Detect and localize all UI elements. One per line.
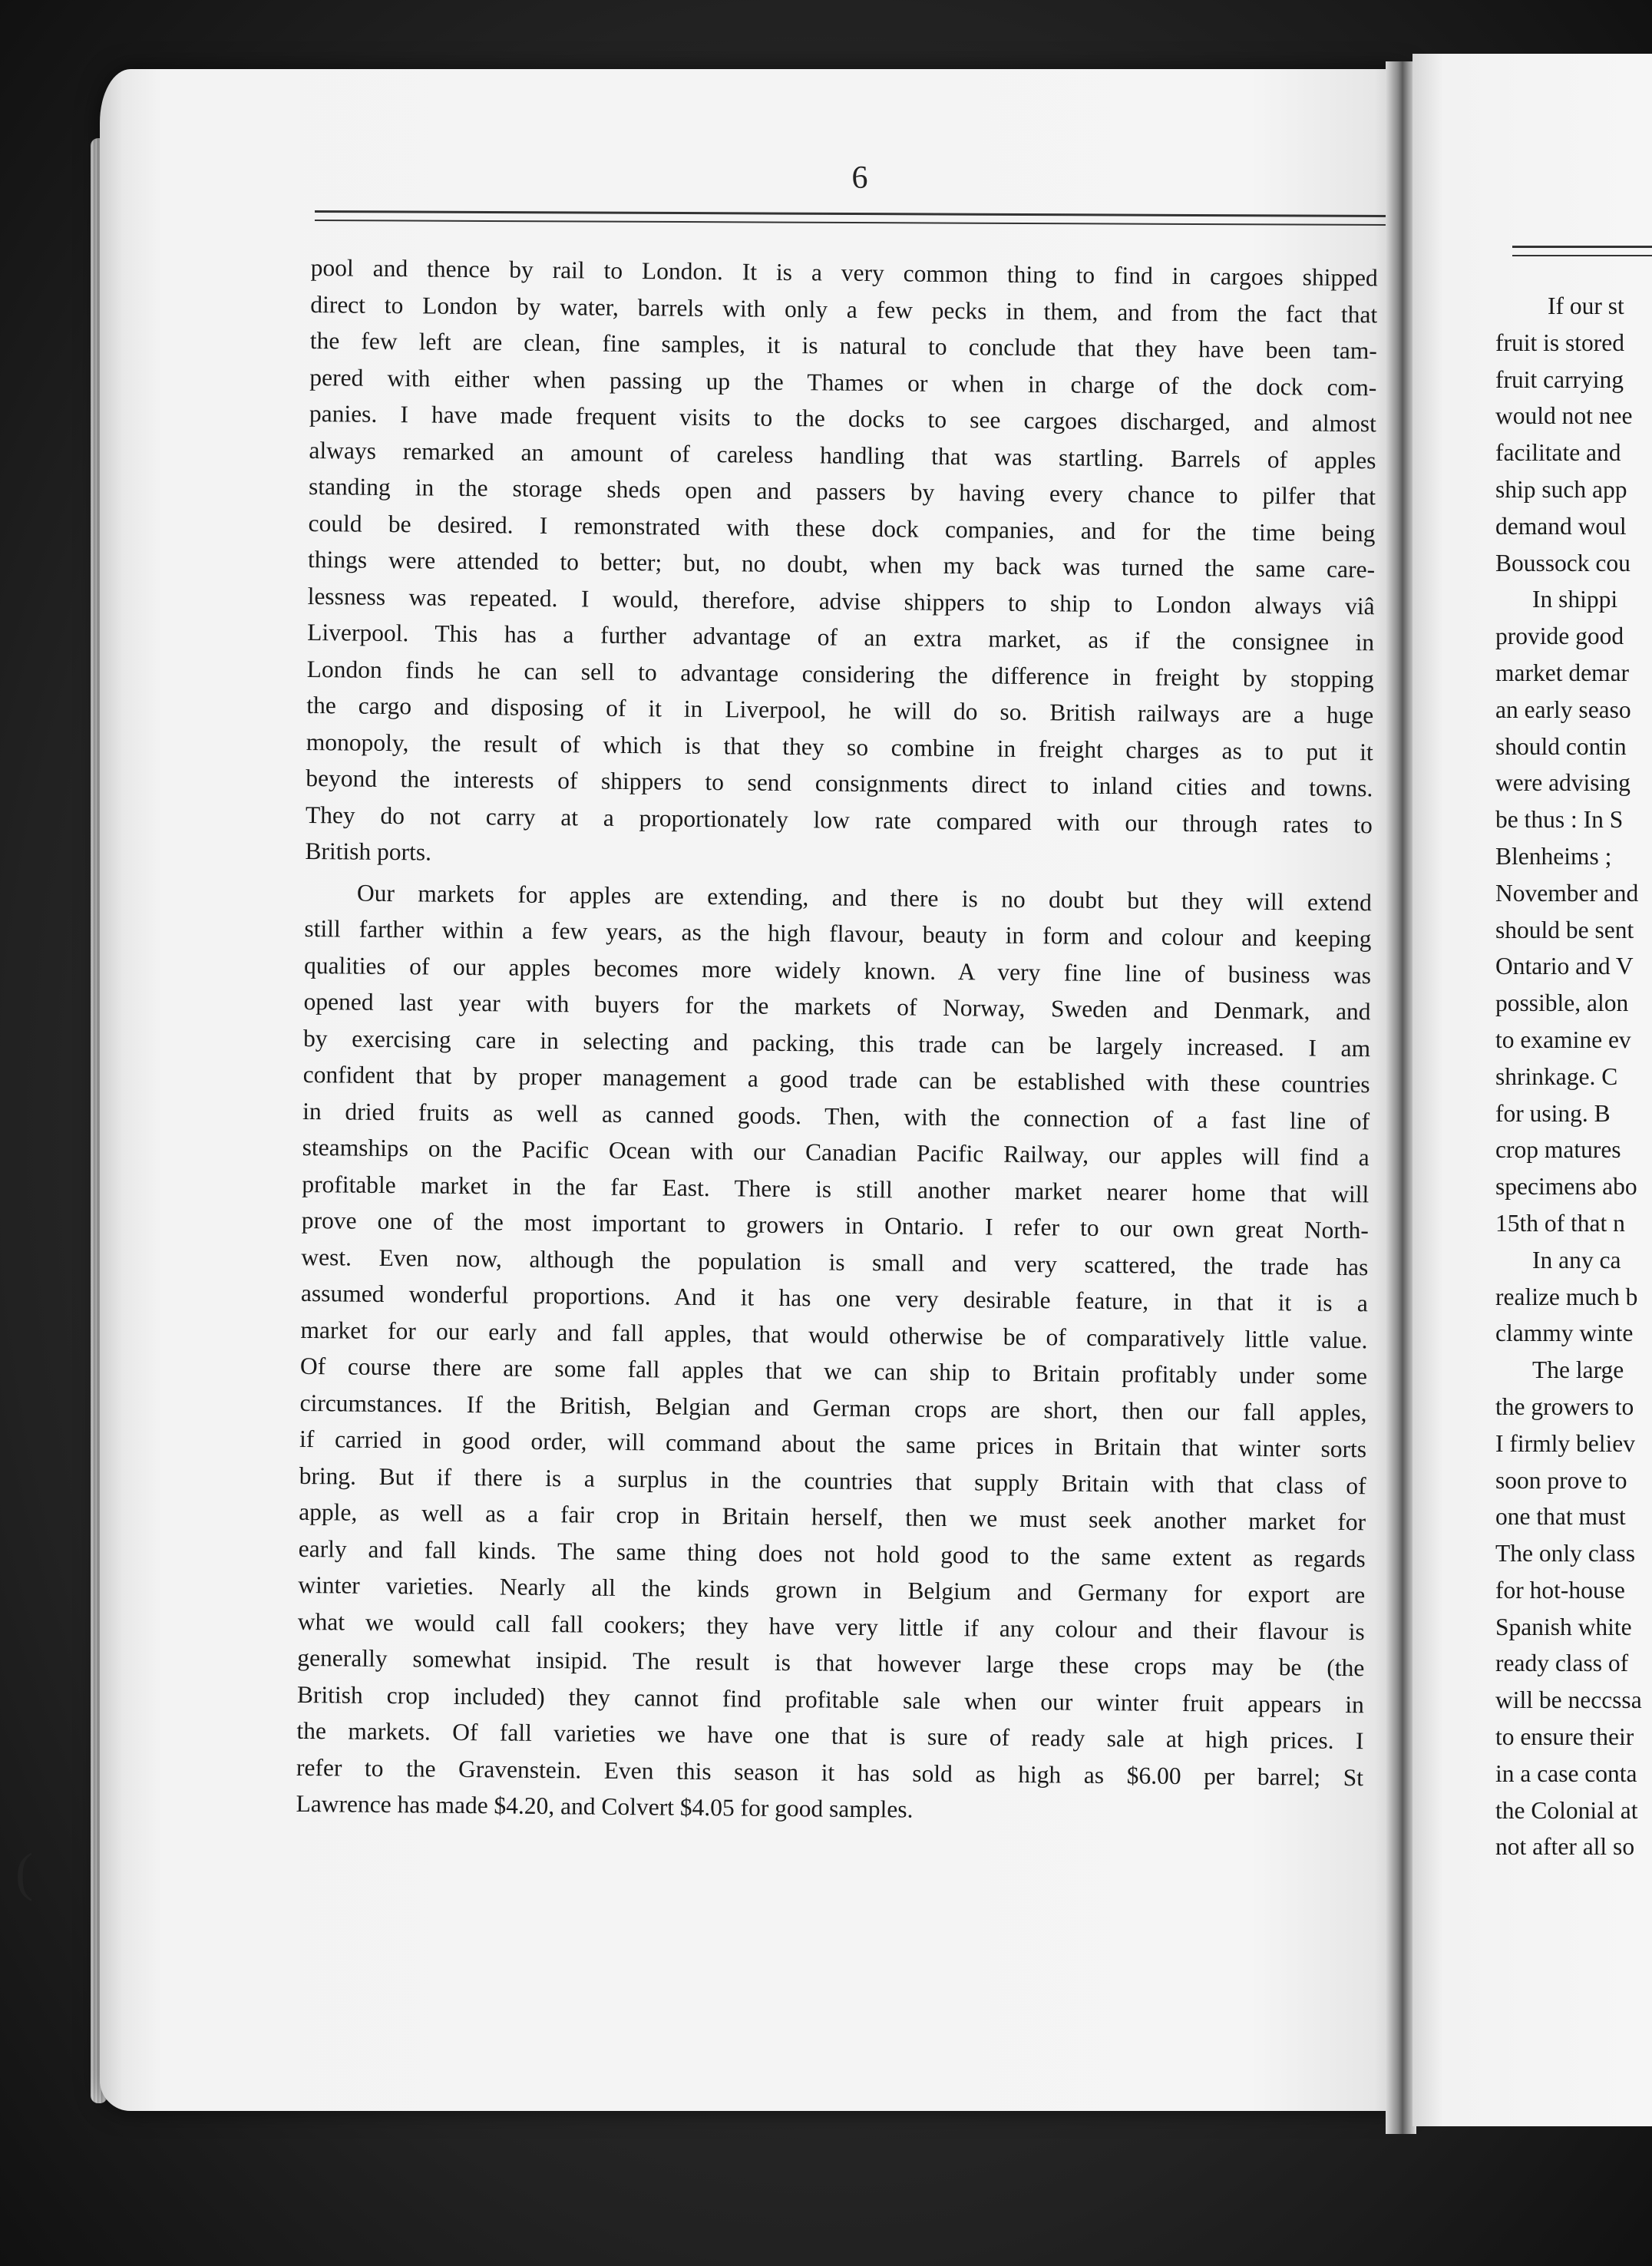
text-line: assumed wonderful proportions. And it has one very desirable feature, in that it is a <box>300 1279 1369 1317</box>
text-line: In any ca <box>1532 1246 1621 1273</box>
text-line: The large <box>1532 1356 1624 1384</box>
text-line: November and <box>1495 879 1639 907</box>
text-line: pool and thence by rail to London. It is a very common thing to find in cargoes shipped <box>310 253 1378 292</box>
text-line: pered with either when passing up the Thames or when in charge of the dock com- <box>309 363 1377 401</box>
text-line: what we would call fall cookers; they have very little if any colour and their flavour is <box>297 1607 1365 1645</box>
text-line: be thus : In S <box>1495 806 1624 834</box>
text-line: in dried fruits as well as canned goods. Then, with the connection of a fast line of <box>302 1097 1370 1135</box>
text-line: Blenheims ; <box>1495 842 1612 870</box>
text-line: I firmly believ <box>1495 1429 1635 1457</box>
text-line: British ports. <box>305 837 432 866</box>
text-line: Our markets for apples are extending, and there is no doubt but they will extend <box>356 879 1373 916</box>
text-line: circumstances. If the British, Belgian and German crops are short, then our fall apples, <box>299 1389 1367 1426</box>
text-line: an early seaso <box>1495 695 1631 723</box>
page-number: 6 <box>851 160 868 196</box>
text-line: London finds he can sell to advantage considering the difference in freight by stopping <box>306 655 1374 692</box>
text-line: confident that by proper management a good trade can be established with these countries <box>302 1060 1370 1098</box>
text-line: Ontario and V <box>1495 953 1634 980</box>
text-line: ready class of <box>1495 1650 1629 1677</box>
text-line: the few left are clean, fine samples, it is natural to conclude that they have been tam- <box>309 326 1377 365</box>
text-line: could be desired. I remonstrated with these dock companies, and for the time being <box>308 509 1376 547</box>
text-line: The only class <box>1495 1540 1635 1567</box>
text-line: early and fall kinds. The same thing does not hold good to the same extent as regards <box>298 1534 1366 1572</box>
text-line: Of course there are some fall apples that we can ship to Britain profitably under some <box>299 1352 1368 1390</box>
text-line: if carried in good order, will command about the same prices in Britain that winter sorts <box>299 1425 1367 1463</box>
right-page-header-rule <box>1512 246 1652 256</box>
text-line: to examine ev <box>1495 1026 1631 1053</box>
text-line: fruit is stored <box>1495 329 1624 356</box>
text-line: market for our early and fall apples, that would otherwise be of comparatively little value. <box>300 1316 1368 1353</box>
text-line: specimens abo <box>1495 1173 1637 1201</box>
text-line: apple, as well as a fair crop in Britain herself, then we must seek another market for <box>299 1498 1366 1536</box>
text-line: the growers to <box>1495 1392 1634 1420</box>
text-line: provide good <box>1495 623 1624 650</box>
text-line: always remarked an amount of careless handling that was startling. Barrels of apples <box>309 436 1376 474</box>
text-line: profitable market in the far East. There is still another market nearer home that will <box>302 1170 1370 1207</box>
left-page-body <box>296 249 1378 1832</box>
text-line: bring. But if there is a surplus in the countries that supply Britain with that class of <box>299 1462 1366 1499</box>
text-line: Lawrence has made $4.20, and Colvert $4.05 for good samples. <box>296 1789 914 1823</box>
text-line: ship such app <box>1495 475 1627 503</box>
text-line: would not nee <box>1495 402 1633 430</box>
text-line: 15th of that n <box>1495 1209 1625 1237</box>
text-line: fruit carrying <box>1495 365 1624 393</box>
text-line: in a case conta <box>1495 1759 1637 1787</box>
text-line: lessness was repeated. I would, therefore, advise shippers to ship to London always viâ <box>307 582 1375 619</box>
text-line: prove one of the most important to growers in Ontario. I refer to our own great North- <box>301 1206 1369 1244</box>
text-line: Spanish white <box>1495 1613 1632 1640</box>
text-line: should contin <box>1495 732 1627 760</box>
text-line: In shippi <box>1532 586 1618 613</box>
text-line: not after all so <box>1495 1833 1635 1861</box>
text-line: Boussock cou <box>1495 549 1631 576</box>
text-line: winter varieties. Nearly all the kinds grown in Belgium and Germany for export are <box>298 1571 1366 1609</box>
text-line: market demar <box>1495 659 1630 686</box>
text-line: the Colonial at <box>1495 1796 1638 1824</box>
text-line: for using. B <box>1495 1099 1611 1127</box>
text-line: soon prove to <box>1495 1466 1627 1494</box>
text-line: generally somewhat insipid. The result is that however large these crops may be (the <box>297 1643 1365 1682</box>
text-line: things were attended to better; but, no doubt, when my back was turned the same care- <box>307 545 1376 583</box>
text-line: the cargo and disposing of it in Liverpool, he will do so. British railways are a huge <box>306 691 1374 729</box>
text-line: shrinkage. C <box>1495 1062 1618 1090</box>
text-line: If our st <box>1548 292 1624 319</box>
text-line: the markets. Of fall varieties we have one that is sure of ready sale at high prices. I <box>296 1716 1364 1755</box>
text-line: were advising <box>1495 769 1631 797</box>
text-line: clammy winte <box>1495 1320 1634 1347</box>
text-line: They do not carry at a proportionately low rate compared with our through rates to <box>305 801 1373 838</box>
text-line: to ensure their <box>1495 1723 1634 1751</box>
text-line: monopoly, the result of which is that they so combine in freight charges as to put it <box>306 728 1373 765</box>
text-line: British crop included) they cannot find profitable sale when our winter fruit appears in <box>296 1680 1365 1718</box>
text-line: refer to the Gravenstein. Even this season it has sold as high as $6.00 per barrel; St <box>296 1753 1364 1791</box>
text-line: realize much b <box>1495 1283 1638 1310</box>
text-line: should be sent <box>1495 916 1634 943</box>
text-line: panies. I have made frequent visits to the docks to see cargoes discharged, and almost <box>309 399 1377 438</box>
text-line: steamships on the Pacific Ocean with our Canadian Pacific Railway, our apples will find a <box>302 1133 1370 1171</box>
text-line: for hot-house <box>1495 1576 1625 1604</box>
right-page-body <box>1495 288 1652 1865</box>
text-line: standing in the storage sheds open and passers by having every chance to pilfer that <box>308 472 1376 510</box>
text-line: west. Even now, although the population is small and very scattered, the trade has <box>301 1243 1369 1280</box>
text-line: facilitate and <box>1495 439 1621 467</box>
text-line: crop matures <box>1495 1136 1621 1164</box>
book-gutter <box>1386 61 1416 2134</box>
text-line: possible, alon <box>1495 989 1629 1017</box>
scan-margin-mark: ( <box>15 1843 34 1902</box>
text-line: by exercising care in selecting and packing, this trade can be largely increased. I am <box>302 1024 1371 1062</box>
text-line: direct to London by water, barrels with only a few pecks in them, and from the fact that <box>310 290 1378 328</box>
text-line: one that must <box>1495 1503 1626 1531</box>
text-line: Liverpool. This has a further advantage of an extra market, as if the consignee in <box>307 618 1375 656</box>
text-line: qualities of our apples becomes more widely known. A very fine line of business was <box>303 951 1372 989</box>
text-line: will be neccssa <box>1495 1686 1642 1714</box>
text-line: opened last year with buyers for the markets of Norway, Sweden and Denmark, and <box>303 987 1371 1026</box>
text-line: still farther within a few years, as the high flavour, beauty in form and colour and keeping <box>304 914 1372 953</box>
text-line: beyond the interests of shippers to send consignments direct to inland cities and towns. <box>306 764 1373 802</box>
text-line: demand woul <box>1495 512 1627 540</box>
